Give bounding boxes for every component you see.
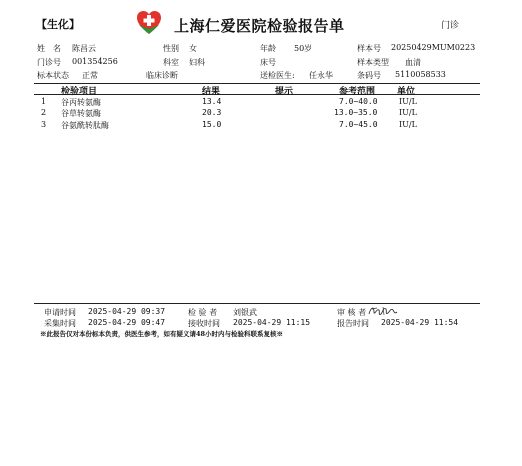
- item-name: 谷丙转氨酶: [61, 98, 101, 107]
- visit-type: 门诊: [441, 21, 460, 31]
- dept: 妇科: [189, 58, 205, 67]
- col-header-hint: 提示: [275, 87, 294, 97]
- row-number: 3: [41, 120, 47, 129]
- name-label: 姓 名: [37, 44, 61, 53]
- doctor-name: 任永华: [309, 71, 333, 80]
- patient-name: 陈昌云: [72, 44, 96, 53]
- clinic-no-label: 门诊号: [37, 58, 61, 67]
- collect-time: 2025-04-29 09:47: [88, 318, 166, 327]
- item-unit: IU/L: [399, 108, 417, 117]
- report-time-label: 报告时间: [337, 319, 369, 328]
- item-result: 20.3: [202, 108, 222, 117]
- collect-time-label: 采集时间: [44, 319, 76, 328]
- row-number: 1: [41, 97, 47, 106]
- patient-sex: 女: [189, 44, 197, 53]
- item-unit: IU/L: [399, 97, 417, 106]
- reviewer-signature: [368, 304, 398, 318]
- inspector-label: 检 验 者: [188, 308, 218, 317]
- patient-age: 50岁: [294, 44, 313, 53]
- sample-no-label: 样本号: [357, 44, 381, 53]
- sex-label: 性别: [163, 44, 179, 53]
- dept-label: 科室: [163, 58, 179, 67]
- item-range: 7.0~45.0: [339, 120, 378, 129]
- footer-rule: [34, 303, 480, 304]
- report-title: 上海仁爱医院检验报告单: [174, 17, 345, 35]
- inspector-name: 刘银武: [233, 308, 257, 317]
- item-name: 谷草转氨酶: [61, 109, 101, 118]
- col-header-result: 结果: [202, 87, 221, 97]
- item-range: 7.0~40.0: [339, 97, 378, 106]
- item-name: 谷氨酰转肽酶: [61, 121, 109, 130]
- clinic-no: 001354256: [72, 57, 118, 66]
- item-result: 15.0: [202, 120, 222, 129]
- col-header-unit: 单位: [397, 87, 416, 97]
- report-time: 2025-04-29 11:54: [381, 318, 459, 327]
- sample-type-label: 样本类型: [357, 58, 389, 67]
- diagnosis-label: 临床诊断: [146, 71, 178, 80]
- receive-time-label: 接收时间: [188, 319, 220, 328]
- item-range: 13.0~35.0: [334, 108, 378, 117]
- apply-time: 2025-04-29 09:37: [88, 307, 166, 316]
- reviewer-label: 审 核 者: [337, 308, 367, 317]
- col-header-range: 参考范围: [339, 87, 376, 97]
- barcode-label: 条码号: [357, 71, 381, 80]
- item-unit: IU/L: [399, 120, 417, 129]
- apply-time-label: 申请时间: [44, 308, 76, 317]
- department-tag: 【生化】: [36, 18, 80, 31]
- row-number: 2: [41, 108, 47, 117]
- barcode: 5110058533: [395, 70, 446, 79]
- col-header-item: 检验项目: [61, 87, 98, 97]
- hospital-logo-icon: [136, 10, 162, 36]
- doctor-label: 送检医生:: [260, 71, 295, 80]
- sample-no: 20250429MUM0223: [391, 43, 476, 52]
- sample-status: 正常: [82, 71, 98, 80]
- sample-type: 血清: [405, 58, 421, 67]
- status-label: 标本状态: [37, 71, 69, 80]
- receive-time: 2025-04-29 11:15: [233, 318, 311, 327]
- age-label: 年龄: [260, 44, 276, 53]
- item-result: 13.4: [202, 97, 222, 106]
- disclaimer-note: ※此报告仅对本份标本负责，供医生参考，如有疑义请48小时内与检验科联系复核※: [40, 330, 284, 338]
- bed-label: 床号: [260, 58, 276, 67]
